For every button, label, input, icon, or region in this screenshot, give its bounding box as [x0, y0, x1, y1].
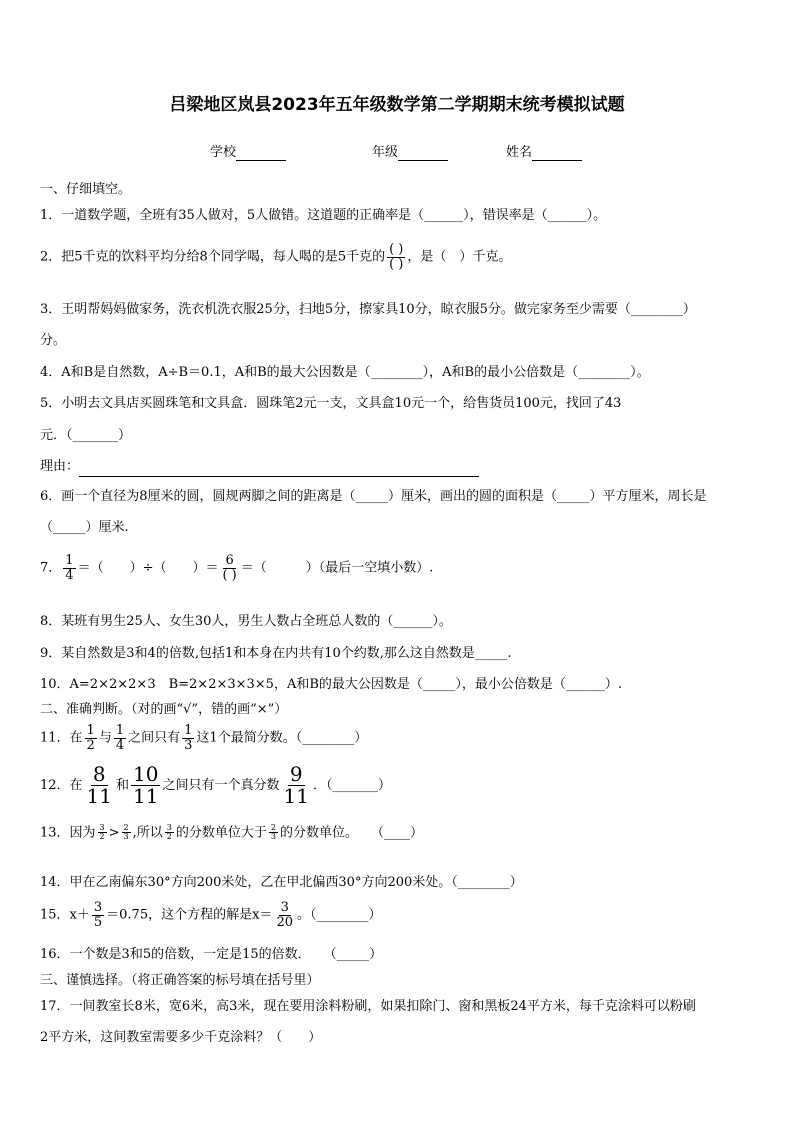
question-16: 16．一个数是3和5的倍数，一定是15的倍数． （_____） — [40, 947, 383, 962]
q13-f1-numerator: 3 — [99, 823, 105, 832]
question-5: 5．小明去文具店买圆珠笔和文具盒．圆珠笔2元一支，文具盒10元一个，给售货员100元，找回了43 — [40, 396, 622, 411]
question-7 — [40, 554, 433, 582]
question-6-cont: （_____）厘米. — [40, 520, 129, 535]
question-3-cont: 分。 — [40, 333, 67, 348]
question-13 — [40, 824, 423, 842]
q15-text-c: 。（________） — [296, 907, 382, 923]
question-15 — [40, 901, 382, 929]
section-3-heading: 三、谨慎选择。（将正确答案的标号填在括号里） — [40, 973, 320, 988]
q11-fraction-3 — [182, 724, 194, 752]
question-1: 1．一道数学题，全班有35人做对，5人做错。这道题的正确率是（______），错误率是（______）。 — [40, 208, 607, 223]
q15-text-a: 15．x＋ — [40, 907, 90, 923]
question-12 — [40, 764, 391, 807]
section-1-heading: 一、仔细填空。 — [40, 182, 132, 197]
q15-f2-numerator: 3 — [280, 900, 289, 915]
q7-f2-denominator: ( ) — [222, 567, 237, 583]
question-4: 4．A和B是自然数，A÷B＝0.1，A和B的最大公因数是（________），A和B的最小公倍数是（________）。 — [40, 365, 650, 380]
q7-f1-denominator: 4 — [65, 567, 74, 583]
q12-f1-denominator: 11 — [86, 784, 112, 808]
q13-f3-numerator: 3 — [166, 823, 172, 832]
q13-text-a: 13．因为 — [40, 825, 96, 841]
q7-text-b: ＝（ ）÷（ ）＝ — [77, 560, 219, 576]
question-11 — [40, 724, 367, 752]
question-6: 6．画一个直径为8厘米的圆，圆规两脚之间的距离是（_____）厘米，画出的圆的面积是（_____）平方厘米，周长是 — [40, 489, 707, 504]
reason-blank[interactable] — [79, 458, 479, 477]
q13-text-c: 的分数单位大于 — [175, 825, 267, 841]
q12-text-d: ．（_______） — [312, 778, 391, 793]
question-2 — [40, 243, 511, 271]
q12-f2-numerator: 10 — [133, 762, 159, 786]
q7-fraction-1 — [63, 554, 75, 582]
q13-f1-denominator: 2 — [99, 832, 105, 842]
q11-f2-denominator: 4 — [115, 737, 125, 753]
q11-f1-denominator: 2 — [86, 737, 95, 753]
question-17: 17．一间教室长8米，宽6米，高3米，现在要用涂料粉刷，如果扣除门、窗和黑板24平方米，每千克涂料可以粉刷 — [40, 999, 696, 1014]
q11-text-a: 11．在 — [40, 730, 83, 746]
q11-fraction-1 — [85, 724, 97, 752]
school-field — [210, 141, 286, 161]
q15-f1-denominator: 5 — [93, 914, 103, 930]
q2-denominator: ( ) — [389, 256, 404, 272]
q15-fraction-2 — [274, 901, 295, 929]
grade-blank[interactable] — [398, 145, 448, 161]
q7-fraction-2 — [220, 554, 238, 582]
q11-text-c: 之间只有 — [128, 730, 181, 746]
q11-f1-numerator: 1 — [86, 723, 95, 738]
q13-text-d: 的分数单位。 （____） — [279, 825, 423, 841]
question-8: 8．某班有男生25人、女生30人，男生人数占全班总人数的（______）。 — [40, 614, 452, 629]
question-17-cont: 2平方米，这间教室需要多少千克涂料？（ ） — [40, 1030, 322, 1045]
q12-text-c: 之间只有一个真分数 — [162, 778, 280, 793]
q13-f4-denominator: 3 — [270, 832, 276, 842]
q12-text-a: 12．在 — [40, 778, 83, 793]
question-9: 9．某自然数是3和4的倍数,包括1和本身在内共有10个约数,那么这自然数是_____. — [40, 646, 512, 661]
q2-text-a: 2．把5千克的饮料平均分给8个同学喝，每人喝的是5千克的 — [40, 249, 386, 265]
q11-fraction-2 — [114, 724, 126, 752]
q13-f2-denominator: 3 — [123, 832, 129, 842]
name-field — [506, 141, 582, 161]
school-label: 学校 — [210, 145, 237, 160]
question-14: 14．甲在乙南偏东30°方向200米处，乙在甲北偏西30°方向200米处。（________） — [40, 875, 523, 890]
q13-fraction-1 — [98, 824, 107, 842]
q12-f2-denominator: 11 — [133, 784, 159, 808]
q12-fraction-1 — [85, 764, 114, 807]
page-title: 吕梁地区岚县2023年五年级数学第二学期期末统考模拟试题 — [169, 95, 625, 115]
reason-label: 理由： — [40, 459, 80, 474]
question-5-reason — [40, 458, 479, 477]
section-2-heading: 二、准确判断。（对的画“√”，错的画“×”） — [40, 702, 288, 717]
q7-f1-numerator: 1 — [65, 553, 74, 568]
q11-f3-numerator: 1 — [184, 723, 193, 738]
name-label: 姓名 — [506, 145, 533, 160]
school-blank[interactable] — [236, 145, 286, 161]
q11-text-b: 与 — [98, 730, 112, 746]
q13-text-b: ,所以 — [132, 825, 163, 841]
q11-f2-numerator: 1 — [115, 723, 125, 738]
q2-numerator: ( ) — [389, 242, 404, 257]
q7-num: 7． — [40, 560, 62, 576]
name-blank[interactable] — [532, 145, 582, 161]
q12-text-b: 和 — [116, 778, 130, 793]
q15-text-b: ＝0.75，这个方程的解是x＝ — [106, 907, 273, 923]
q12-f3-denominator: 11 — [283, 784, 309, 808]
q13-f4-numerator: 2 — [270, 823, 276, 832]
grade-label: 年级 — [372, 145, 399, 160]
q15-f1-numerator: 3 — [93, 900, 103, 915]
q15-f2-denominator: 20 — [276, 914, 293, 930]
question-3: 3．王明帮妈妈做家务，洗衣机洗衣服25分，扫地5分，擦家具10分，晾衣服5分。做完家务至少需要（________） — [40, 302, 696, 317]
q12-fraction-2 — [131, 764, 160, 807]
q13-fraction-3 — [165, 824, 174, 842]
q7-f2-numerator: 6 — [225, 553, 234, 568]
question-10: 10．A=2×2×2×3 B=2×2×3×3×5，A和B的最大公因数是（_____），最小公倍数是（______）. — [40, 677, 623, 692]
question-5-cont: 元．（_______） — [40, 428, 132, 443]
q13-greater-than: > — [108, 825, 120, 841]
q13-f3-denominator: 2 — [166, 832, 172, 842]
q7-text-c: ＝（ ）（最后一空填小数）. — [240, 560, 434, 576]
q11-text-d: 这1个最简分数。（________） — [196, 730, 368, 746]
q13-f2-numerator: 2 — [123, 823, 129, 832]
q13-fraction-4 — [269, 824, 278, 842]
q12-f1-numerator: 8 — [92, 762, 106, 786]
q2-fraction — [387, 243, 405, 271]
q12-f3-numerator: 9 — [289, 762, 303, 786]
q11-f3-denominator: 3 — [184, 737, 193, 753]
q15-fraction-1 — [92, 901, 104, 929]
grade-field — [372, 141, 448, 161]
q13-fraction-2 — [122, 824, 131, 842]
q12-fraction-3 — [281, 764, 310, 807]
q2-text-b: ，是（ ）千克。 — [407, 249, 512, 265]
